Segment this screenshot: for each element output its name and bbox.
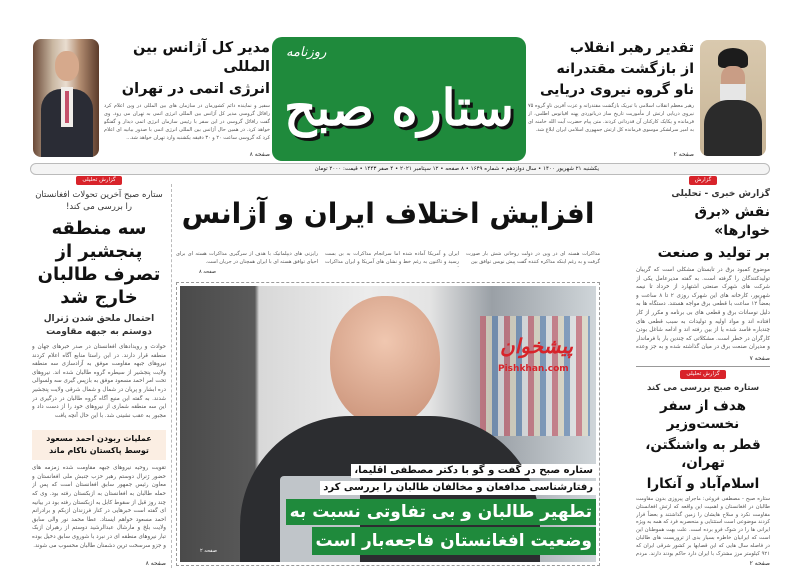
main-page-ref[interactable]: صفحه ۸ [199,269,216,275]
dateline: یکشنبه ۲۱ شهریور ۱۴۰۰ • سال دوازدهم • شماره ۱۶۴۹ • ۸ صفحه • ۱۲ سپتامبر ۲۰۲۱ • ۴ صفر ۱۴۴۳ • قیمت: ۲۰۰۰ تومان [314,166,599,172]
pishkhan-url: Pishkhan.com [498,364,569,374]
right-kicker-2: ستاره صبح بررسی می کند [646,383,760,393]
main-headline: افزایش اختلاف ایران و آژانس [181,197,595,230]
feature-kicker-2: رفتارشناسی مدافعان و مخالفان طالبان را بررسی کرد [320,481,596,495]
top-right-page-ref[interactable]: صفحه ۲ [673,151,694,158]
leader-photo [700,40,766,156]
right-headline-2b: قطر به واشنگتن، تهران، [645,437,761,471]
left-subhead: احتمال ملحق شدن ژنرال دوستم به جبهه مقاومت [43,314,155,337]
main-col-1: مذاکرات هسته ای در وین در دولت روحانی شش بار صورت گرفت و به رغم اینکه مذاکره کننده گفت پیش نویس توافق بین [466,251,600,265]
main-col-3: رایزنی های دیپلماتیک با هدف از سرگیری مذاکرات هسته ای برای احیای توافق هسته ای با ایران همچنان در جریان است. [176,251,318,265]
right-body-1: موضوع کمبود برق در تابستان مشکلی است که گریبان تولیدکنندگان را گرفته است. به گفته مدیرعامل یکی از شرکت های شهرک صنعتی اشتهارد از خرداد تا نیمه شهریور، کارخانه های این شهرک روزی ۲ تا ۸ ساعت و بعضاً ۱۲ ساعت با قطعی برق مواجه هستند. دستگاه ها به دلیل نوسانات برق و قطعی های بی برنامه و مکرر از کار افتاده اند و مواد اولیه و تولیدات به سبب قطعی های چندباره فاسد شده یا از بین رفته اند و ادامه شاغل بودن کارگران در خطر است. مشکلاتی که چندین بار با فرماندار و مدیران صنعت برق در میان گذاشته شده و به جز وعده [636,267,770,351]
right-body-2: ستاره صبح - مصطفی فروغی: ماجرای پیروزی بدون مقاومت طالبان در افغانستان و اهمیت این واقعه که ارتش افغانستان مقاومت نکرد و سلاح هایشان را زمین گذاشتند و بعضاً فرار کردند موضوعی است استثنایی و منحصربه فرد که همه به ویژه ایرانی ها را در شوک فرو برده است. علت بهت هموطنان این است که ایرانیان خاطره بسیار بدی از تروریست های طالبان در فاصله سال هایی که این قصابها بر کشور شرقی ایران که ۹۲۱ کیلومتر مرز مشترک با ایران دارد حاکم بودند دارند. مردم [636,496,770,557]
feature-kicker-1: ستاره صبح در گفت و گو با دکتر مصطفی اقلیما، [351,464,596,478]
right-headline-1a: نقش «برق خوارها» [694,204,770,239]
main-col-2: ایران و آمریکا آماده شده اما سرانجام مذاکرات به بن بست رسید و تاکنون به رغم خط و نشان های آمریکا و ایران مذاکرات [325,251,459,265]
top-right-text [528,39,694,159]
left-kicker: ستاره صبح آخرین تحولات افغانستان را بررسی می کند! [35,190,163,212]
feature-page-ref[interactable]: صفحه ۲ [200,548,217,554]
top-left-story [30,36,272,160]
masthead-prefix: روزنامه [286,45,327,60]
left-tag: گزارش تحلیلی [76,176,121,185]
left-box-headline: عملیات ربودن احمد مسعود توسط پاکستان ناکام ماند [32,430,166,460]
right-tag-2: گزارش تحلیلی [680,370,725,379]
pishkhan-watermark: پیشخوان [500,334,573,358]
grossi-photo [33,39,99,157]
left-body-2: تقویت روحیه نیروهای جبهه مقاومت شده زمزمه های حضور ژنرال دوستم رهبر حزب جنبش ملی افغانستان و معاون رئیس جمهور سابق افغانستان است که پس از حمله طالبان به افغانستان به ازبکستان رفته بود. وی که چند روز قبل از سقوط کابل به ازبکستان رفته بود در بیانیه ای گفته است خبرهایی در کنار فرزندان ازبکم و برادرانم احمد مسعود خواهم ایستاد. عطا محمد نور والی سابق ولایت بلخ و مارشال عبدالرشید دوستم از رهبران ازبک تبار نیروهای منطقه ای در نبرد با شوروی سابق دخیل بوده و جزو سرسخت ترین دشمنان طالبان محسوب می شوند. [32,465,166,549]
feature-story [176,282,600,566]
top-left-page-ref[interactable]: صفحه ۸ [249,151,270,158]
feature-headline-2: وضعیت افغانستان فاجعه‌بار است [312,527,597,555]
left-body-1: حوادث و رویدادهای افغانستان در صدر خبرهای جهان و منطقه قرار دارند. در این راستا منابع آگاه اعلام کردند نیروهای جبهه مقاومت موفق به آزادسازی سه منطقه ولایت پنجشیر از سیطره گروه طالبان شده اند. نیروهای تحت امر احمد مسعود موفق به بازپس گیری سه ولسوالی دره ابشار و پریان در شمال و شمال شرقی ولایت پنجشیر شدند. به گفته این منبع آگاه گروه طالبان در درگیری در این سه منطقه شماری از نیروهای خود را از دست داد و مجبور به عقب نشینی شد. با این حال آنچه یافت [32,344,166,419]
feature-headline-1: تطهیر طالبان و بی تفاوتی نسبت به [286,499,596,525]
right-tag-1: گزارش [689,176,718,185]
left-page-ref[interactable]: صفحه ۸ [145,560,166,567]
top-left-headline-2: انرژی اتمی در تهران [121,81,270,97]
right-divider [636,366,770,367]
left-column [30,176,168,568]
right-page-ref-2[interactable]: صفحه ۲ [749,560,770,567]
masthead [272,37,526,161]
right-column [636,176,770,568]
top-left-text [104,39,270,159]
top-left-headline-1: مدیر کل آژانس بین المللی [133,40,270,75]
left-headline: سه منطقه پنجشیر از تصرف طالبان خارج شد [37,218,161,308]
right-headline-1b: بر تولید و صنعت [657,245,770,261]
top-right-story [528,36,770,160]
feature-photo [180,286,596,562]
right-kicker-1: گزارش خبری - تحلیلی [671,189,770,199]
right-headline-2c: اسلام‌آباد و آنکارا [646,476,760,492]
right-page-ref-1[interactable]: صفحه ۷ [749,355,770,362]
masthead-logo: ستاره صبح [284,78,514,137]
top-left-body: سفیر و نماینده دائم کشورمان در سازمان های بین المللی در وین اعلام کرد رافائل گروسی مدیر کل آژانس بین المللی انرژی اتمی به تهران می رود. وی گفت رافائل گروسی در این سفر با رئیس سازمان انرژی اتمی دیدار و گفتگو خواهد کرد. در همین حال آژانس بین المللی انرژی اتمی با صدور بیانیه ای اعلام کرد که گروسی ساعت ۲۰ و ۳۰ دقیقه یکشنبه وارد تهران خواهد شد... [104,103,270,141]
top-right-body: رهبر معظم انقلاب اسلامی با تبریک بازگشت مقتدرانه و عزت آفرین ناو گروه ۷۵ نیروی دریایی ارتش از مأموریت تاریخ ساز دریانوردی پهنه اقیانوس اطلس، از فرمانده و یکایک کارکنان آن قدردانی کردند. متن پیام حضرت آیت الله خامنه ای به امیر سرلشکر موسوی فرمانده کل ارتش جمهوری اسلامی ایران ابلاغ شد. [528,103,694,133]
dateline-bar [30,163,770,175]
top-right-headline-1: تقدیر رهبر انقلاب [569,40,694,56]
top-right-headline-2: از بازگشت مقتدرانه [556,61,694,77]
right-headline-2a: هدف از سفر نخست‌وزیر [659,398,747,432]
top-right-headline-3: ناو گروه نیروی دریایی [539,82,694,98]
